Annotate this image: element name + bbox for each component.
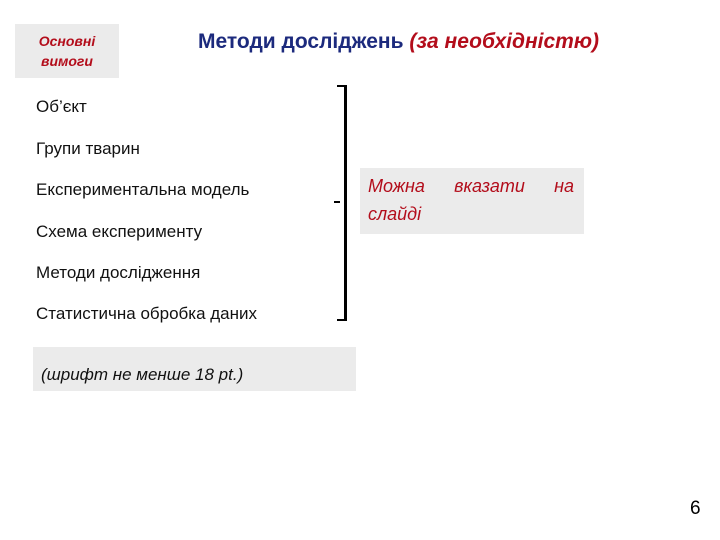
font-note-text: (шрифт не менше 18 pt.) [41, 365, 244, 384]
slide-title [198, 30, 599, 54]
list-item-experiment-scheme: Схема експерименту [36, 222, 203, 241]
list-item-statistics: Статистична обробка даних [36, 304, 258, 323]
list-item-animal-groups: Групи тварин [36, 139, 140, 158]
list-item-experimental-model: Експериментальна модель [36, 180, 250, 199]
note-word: Можна [368, 176, 425, 196]
note-word: вказати [454, 176, 525, 196]
note-line-1 [368, 176, 574, 197]
list-item-research-methods: Методи дослідження [36, 263, 201, 282]
note-word: на [554, 176, 574, 196]
page-number: 6 [690, 498, 701, 519]
note-box [360, 168, 584, 234]
right-bracket [337, 85, 347, 321]
note-line-2: слайді [368, 204, 422, 224]
requirements-label: Основні вимоги [38, 33, 96, 69]
list-item-object: Об’єкт [36, 97, 87, 116]
requirements-box [15, 24, 119, 78]
bracket-tick [334, 201, 340, 203]
slide-title-sub: (за необхідністю) [409, 30, 599, 53]
font-note-box [33, 347, 356, 391]
slide-title-main: Методи досліджень [198, 30, 404, 53]
